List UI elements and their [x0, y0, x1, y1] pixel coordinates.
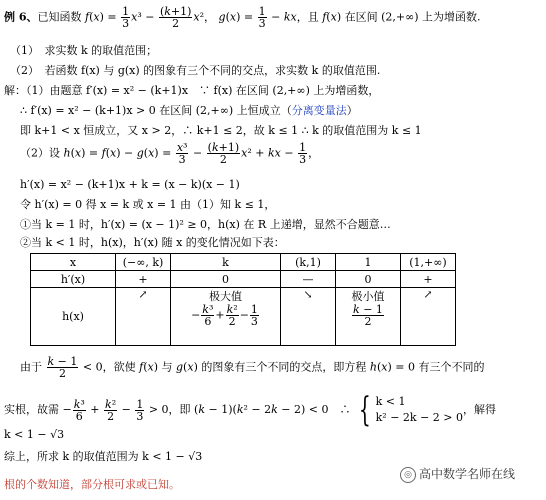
table-cell: (k,1)	[281, 254, 336, 271]
problem-title: 例 6、已知函数 f(x) = $\frac{1}{3}$ x³ − $\frac{(k+1)}{2}$ x²， g(x) = $\frac{1}{3}$ − kx，且 f(x) 在区间 (2,+∞) 上为增函数.	[4, 5, 481, 30]
inequality-system: k < 1 k² − 2k − 2 > 0	[375, 395, 464, 424]
min-label: 极小值	[351, 290, 385, 303]
question-1: （1） 求实数 k 的取值范围；	[10, 44, 158, 57]
variation-table	[30, 253, 456, 346]
max-label: 极大值	[209, 290, 242, 303]
question-2: （2） 若函数 f(x) 与 g(x) 的图象有三个不同的交点，求实数 k 的取值范围.	[10, 64, 381, 77]
max-value: − $\frac{\text{k³}}{6}$ + $\frac{\text{k²}}{2}$ − $\frac{1}{3}$	[191, 303, 258, 328]
table-cell: ↗	[401, 288, 456, 346]
table-cell-min	[336, 288, 401, 346]
conclusion-line-1: 由于 $\frac{k - 1}{2}$ < 0，欲使 f(x) 与 g(x) 的图象有三个不同的交点，即方程 h(x) = 0 有三个不同的	[20, 355, 485, 380]
table-row	[31, 271, 456, 288]
conclusion-line-2: 实根，故需 − $\frac{\text{k³}}{6}$ + $\frac{\text{k²}}{2}$ − $\frac{1}{3}$ > 0，即 (k − 1)(k² − 2k − 2) < 0 ∴ { k < 1 k² − 2k − 2 > 0 ，解得	[4, 390, 497, 430]
table-cell: 0	[336, 271, 401, 288]
table-row	[31, 254, 456, 271]
solution-line-2: ∴ f′(x) = x² − (k+1)x > 0 在区间 (2,+∞) 上恒成立（分离变量法）	[20, 104, 358, 117]
wechat-icon: ◎	[400, 467, 416, 483]
solution-line-6: 令 h′(x) = 0 得 x = k 或 x = 1 由（1）知 k ≤ 1，	[20, 198, 276, 211]
note-line: 根的个数知道，部分根可求或已知。	[4, 478, 180, 491]
table-cell: (−∞, k)	[116, 254, 171, 271]
solution-line-1: 解：（1）由题意 f′(x) = x² − (k+1)x ∵ f(x) 在区间 (2,+∞) 上为增函数，	[4, 84, 380, 97]
conclusion-line-4: 综上，所求 k 的取值范围为 k < 1 − √3	[4, 450, 203, 463]
table-cell: 0	[171, 271, 281, 288]
watermark: ◎ 高中数学名师在线	[400, 465, 515, 483]
table-cell-max	[171, 288, 281, 346]
table-cell: h(x)	[31, 288, 116, 346]
min-value: $\frac{k - 1}{2}$	[353, 303, 383, 328]
solution-line-8: ②当 k < 1 时，h(x)，h′(x) 随 x 的变化情况如下表：	[20, 236, 285, 249]
solution-line-4: （2）设 h(x) = f(x) − g(x) = $\frac{\text{x³}}{3}$ − $\frac{(k+1)}{2}$ x² + kx − $\frac{1}{3}$ ，	[20, 141, 320, 166]
conclusion-line-3: k < 1 − √3	[4, 428, 65, 441]
solution-line-5: h′(x) = x² − (k+1)x + k = (x − k)(x − 1)	[20, 178, 240, 191]
solution-line-7: ①当 k = 1 时，h′(x) = (x − 1)² ≥ 0，h(x) 在 R 上递增，显然不合题意…	[20, 218, 391, 231]
table-cell: (1,+∞)	[401, 254, 456, 271]
table-cell: +	[116, 271, 171, 288]
table-cell: —	[281, 271, 336, 288]
table-cell: 1	[336, 254, 401, 271]
table-cell: x	[31, 254, 116, 271]
table-cell: ↗	[116, 288, 171, 346]
table-row	[31, 288, 456, 346]
table-cell: +	[401, 271, 456, 288]
table-cell: h′(x)	[31, 271, 116, 288]
solution-line-3: 即 k+1 < x 恒成立，又 x > 2，∴ k+1 ≤ 2，故 k ≤ 1 ∴ k 的取值范围为 k ≤ 1	[20, 124, 422, 137]
method-hint: 分离变量法	[291, 104, 347, 117]
table-cell: k	[171, 254, 281, 271]
table-cell: ↘	[281, 288, 336, 346]
